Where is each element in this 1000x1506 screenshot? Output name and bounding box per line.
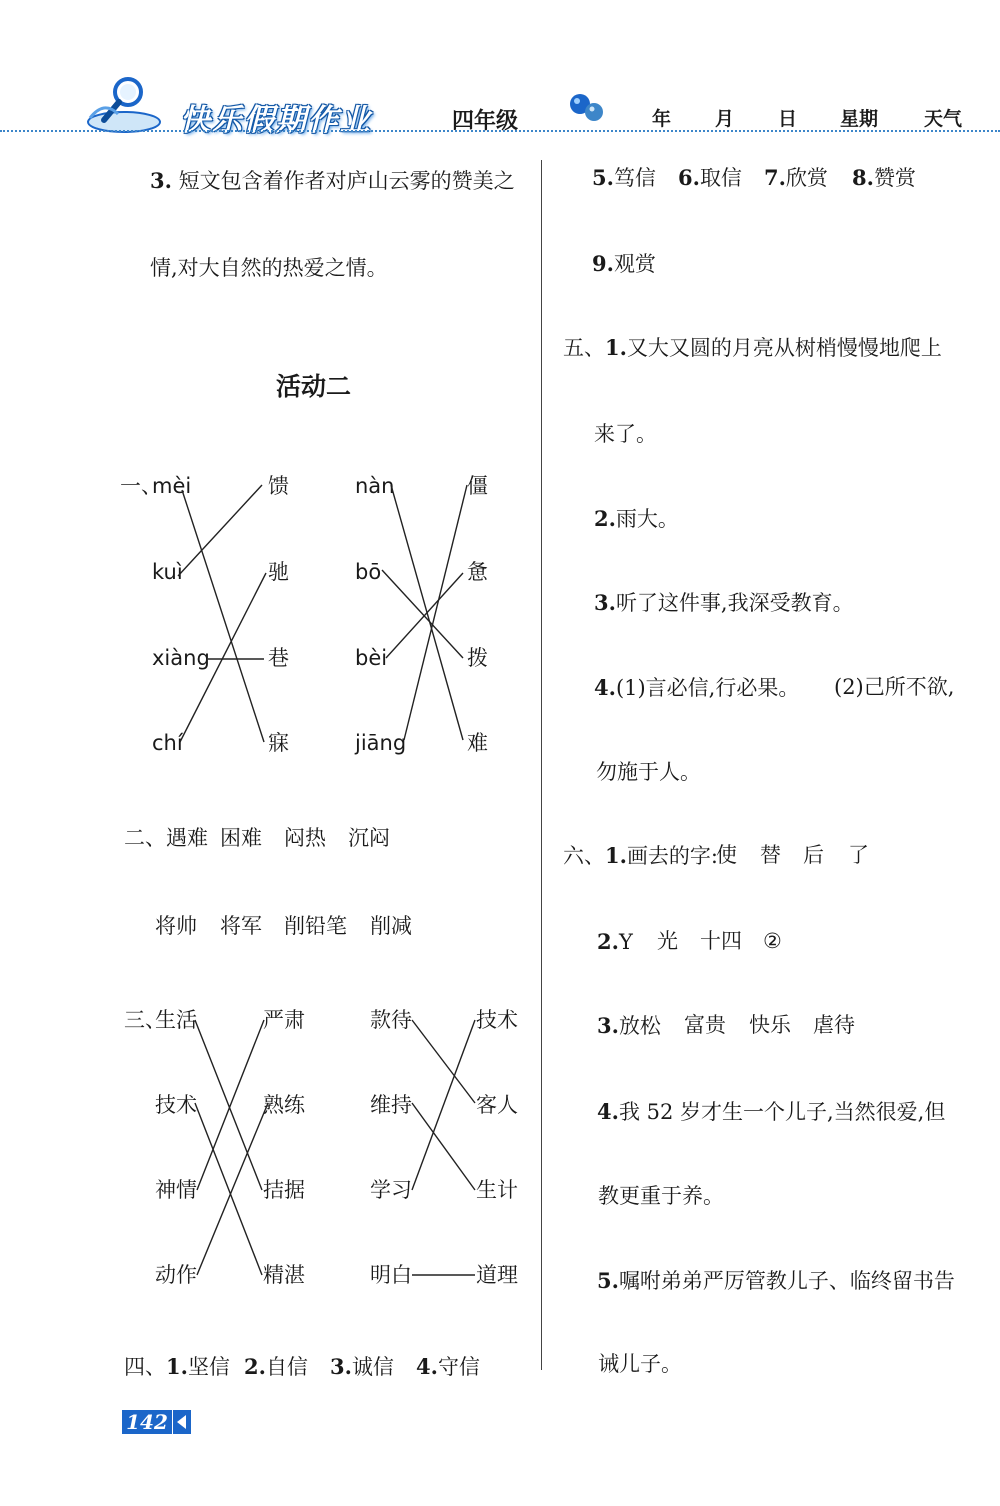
answer-text: 诚信 (351, 1355, 394, 1379)
answer-number: 2. (594, 506, 616, 531)
answer-number: 6. (678, 165, 700, 190)
answer-number: 4. (594, 675, 616, 700)
answer-item (852, 167, 916, 189)
answer-text: 十四 (700, 929, 742, 953)
answer-text: 富贵 (684, 1013, 726, 1037)
char-item: 驰 (268, 560, 289, 584)
answer-text: 我 52 岁才生一个儿子,当然很爱,但 (618, 1100, 946, 1124)
pinyin-item: kuì (152, 560, 183, 584)
section-5-q1-line1 (563, 337, 942, 359)
char-item: 寐 (268, 731, 289, 755)
word-item: 技术 (155, 1093, 197, 1117)
month-label: 月 (715, 108, 735, 130)
answer-text: 观赏 (613, 252, 656, 276)
answer-number: 1. (605, 843, 627, 868)
answer-number: 1. (605, 335, 627, 360)
answer-item (594, 508, 679, 530)
pinyin-item: bèi (355, 646, 388, 670)
answer-number: 7. (764, 165, 786, 190)
word-item: 动作 (155, 1263, 197, 1287)
char-item: 难 (467, 731, 488, 755)
section-prefix: 四、 (124, 1355, 166, 1379)
char-item: 拨 (467, 646, 488, 670)
answer-number: 3. (594, 590, 616, 615)
pinyin-item: nàn (355, 474, 395, 498)
word-item: 道理 (476, 1263, 518, 1287)
answer-text: (1)言必信,行必果。 (615, 676, 800, 700)
match-line (412, 1020, 475, 1103)
answer-item (597, 1101, 945, 1123)
answer-number: 4. (597, 1099, 619, 1124)
answer-number: 4. (416, 1354, 438, 1379)
char-item: 馈 (268, 474, 289, 498)
answer-number: 8. (852, 165, 874, 190)
answer-text: 自信 (265, 1355, 308, 1379)
word-item: 款待 (370, 1008, 412, 1032)
answer-text: 笃信 (613, 166, 656, 190)
answer-text: 虐待 (813, 1013, 855, 1037)
answer-text: 欣赏 (785, 166, 828, 190)
answer-number: 3. (150, 168, 172, 193)
answer-item (597, 931, 633, 953)
word-item: 削减 (370, 914, 412, 938)
section-5-q1-line2: 来了。 (594, 422, 657, 446)
answer-text: 快乐 (749, 1013, 791, 1037)
answer-text: 坚信 (187, 1355, 230, 1379)
answer-number: 9. (592, 251, 614, 276)
answer-text: 嘱咐弟弟严厉管教儿子、临终留书告 (618, 1269, 955, 1293)
answer-text: 又大又圆的月亮从树梢慢慢地爬上 (626, 336, 942, 360)
answer-number: 3. (330, 1354, 352, 1379)
answer-text: 短文包含着作者对庐山云雾的赞美之 (178, 169, 515, 193)
match-line (382, 570, 463, 658)
struck-char: 使 (716, 843, 737, 867)
answer-number: 5. (597, 1268, 619, 1293)
word-item: 将军 (220, 914, 262, 938)
answer-text: 放松 (618, 1014, 661, 1038)
pinyin-item: bō (355, 560, 382, 584)
char-item: 巷 (268, 646, 289, 670)
answer-item (678, 167, 742, 189)
word-item: 削铅笔 (284, 914, 347, 938)
pinyin-item: chí (152, 731, 183, 755)
brand-title: 快乐假期作业 (180, 103, 372, 138)
word-item: 学习 (370, 1178, 412, 1202)
page-number: 142 (122, 1410, 172, 1434)
word-item: 生活 (155, 1008, 197, 1032)
answer-text: 勿施于人。 (596, 760, 701, 784)
answer-text: 雨大。 (615, 507, 679, 531)
word-item: 严肃 (263, 1008, 305, 1032)
word-item: 维持 (370, 1093, 412, 1117)
day-label: 日 (778, 108, 798, 130)
answer-text: ② (763, 929, 782, 953)
section-1-prefix: 一、 (120, 474, 162, 498)
word-item: 闷热 (284, 826, 326, 850)
year-label: 年 (652, 108, 672, 130)
section-prefix: 二、 (124, 826, 166, 850)
word-item: 沉闷 (348, 826, 390, 850)
answer-item (592, 167, 656, 189)
answer-q3-line2: 情,对大自然的热爱之情。 (150, 256, 388, 280)
match-line (412, 1020, 475, 1190)
answer-item (594, 677, 799, 699)
word-item: 将帅 (155, 914, 197, 938)
section-3-prefix: 三、 (124, 1008, 166, 1032)
word-item: 困难 (220, 826, 262, 850)
section-6-q1 (563, 845, 718, 867)
match-line (180, 573, 266, 742)
answer-item (597, 1015, 661, 1037)
match-line (195, 1020, 262, 1190)
answer-number: 1. (166, 1354, 188, 1379)
grade-label: 四年级 (452, 109, 519, 134)
char-item: 惫 (467, 560, 488, 584)
answer-text: 光 (657, 929, 678, 953)
section-prefix: 六、 (563, 844, 605, 868)
pinyin-item: xiàng (152, 646, 210, 670)
struck-char: 后 (803, 843, 824, 867)
match-line (197, 1020, 264, 1190)
answer-text: 画去的字: (626, 844, 719, 868)
weekday-label: 星期 (840, 108, 879, 130)
answer-number: 3. (597, 1013, 619, 1038)
answer-text: 守信 (437, 1355, 480, 1379)
answer-number: 5. (592, 165, 614, 190)
weather-label: 天气 (924, 108, 963, 130)
answer-item (764, 167, 828, 189)
word-item: 熟练 (263, 1093, 305, 1117)
answer-number: 2. (244, 1354, 266, 1379)
match-line (404, 485, 467, 740)
word-item: 技术 (476, 1008, 518, 1032)
answer-text: 教更重于养。 (598, 1184, 724, 1208)
word-item: 精湛 (263, 1263, 305, 1287)
match-line (195, 1103, 262, 1275)
answer-item (597, 1270, 955, 1292)
section-prefix: 五、 (563, 336, 605, 360)
answer-number: 2. (597, 929, 619, 954)
match-line (197, 1103, 268, 1275)
word-item: 拮据 (263, 1178, 305, 1202)
answer-item (592, 253, 656, 275)
word-item: 神情 (155, 1178, 197, 1202)
word-item: 遇难 (166, 826, 208, 850)
struck-char: 替 (760, 843, 781, 867)
answer-text: 赞赏 (873, 166, 916, 190)
match-line (178, 485, 262, 576)
pinyin-item: mèi (152, 474, 192, 498)
answer-text: 诫儿子。 (598, 1352, 682, 1376)
char-item: 僵 (467, 474, 488, 498)
word-item: 明白 (370, 1263, 412, 1287)
page-arrow-icon (173, 1410, 191, 1434)
answer-text: (2)己所不欲, (834, 675, 955, 699)
struck-char: 了 (848, 843, 869, 867)
answer-text: 取信 (699, 166, 742, 190)
answer-item (594, 592, 854, 614)
word-item: 生计 (476, 1178, 518, 1202)
answer-text: Y (618, 930, 633, 954)
section-title: 活动二 (276, 372, 352, 401)
answer-text: 听了这件事,我深受教育。 (615, 591, 854, 615)
pinyin-item: jiāng (355, 731, 407, 755)
word-item: 客人 (476, 1093, 518, 1117)
match-line (412, 1103, 475, 1190)
